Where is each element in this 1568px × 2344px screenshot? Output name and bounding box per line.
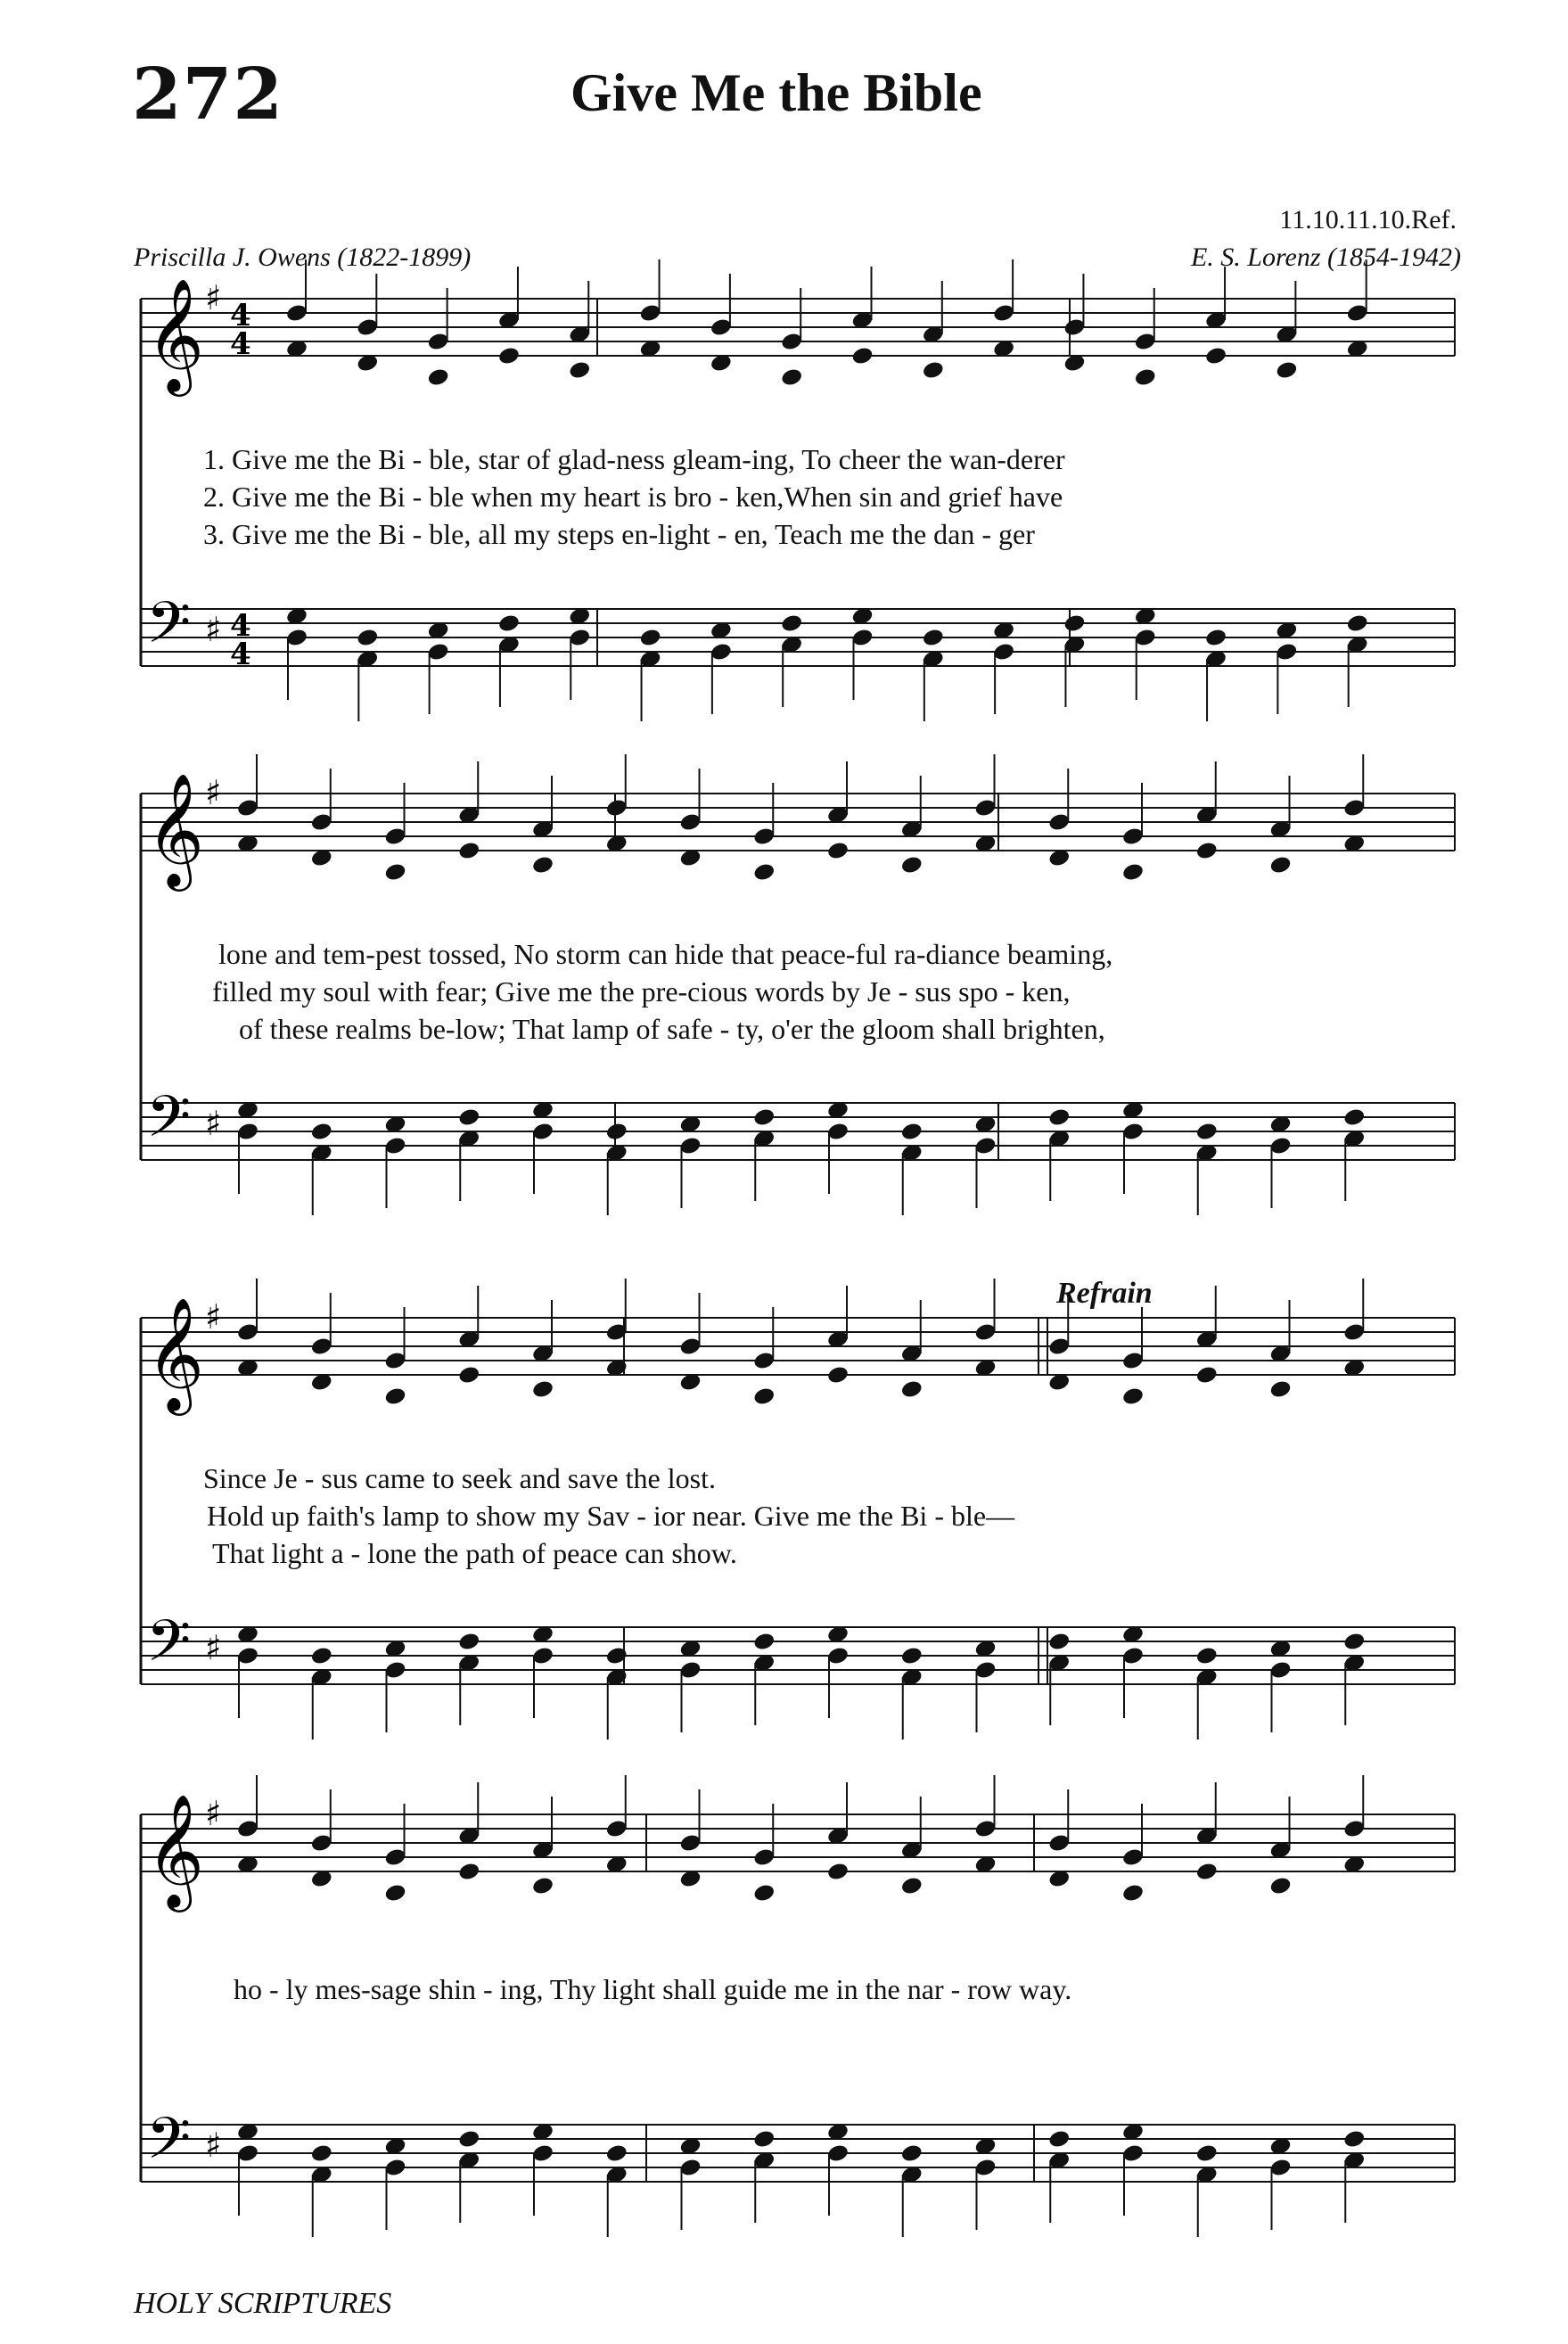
time-signature: 4 (230, 608, 251, 644)
bass-notehead (605, 1122, 628, 1142)
bass-notehead (1342, 1107, 1366, 1128)
treble-notehead (497, 346, 521, 366)
bass-notehead (1195, 2143, 1219, 2164)
hymn-number: 272 (132, 52, 283, 136)
bass-notehead (497, 613, 521, 634)
bass-notehead (1063, 613, 1086, 634)
bass-notehead (638, 628, 661, 648)
key-signature-sharp: ♯ (205, 773, 222, 812)
treble-clef: 𝄞 (146, 772, 205, 886)
treble-notehead (826, 1365, 850, 1386)
treble-notehead (457, 1365, 480, 1386)
treble-notehead (1121, 1883, 1145, 1904)
meter: 11.10.11.10.Ref. (1279, 205, 1457, 234)
bass-notehead (780, 613, 803, 634)
treble-notehead (1268, 1876, 1292, 1896)
bass-notehead (605, 2143, 628, 2164)
bass-notehead (752, 1107, 776, 1128)
lyric-s3-verse3: That light a - lone the path of peace can show. (212, 1537, 737, 1569)
time-signature: 4 (230, 298, 251, 333)
treble-notehead (752, 862, 776, 883)
treble-notehead (826, 1862, 850, 1882)
treble-notehead (900, 855, 924, 876)
lyric-s1-verse3: 3. Give me the Bi - ble, all my steps en-light - en, Teach me the dan - ger (203, 518, 1035, 550)
lyric-s4-verse1: ho - ly mes-sage shin - ing, Thy light shall guide me in the nar - row way. (234, 1973, 1072, 2005)
key-signature-sharp: ♯ (205, 1104, 222, 1143)
bass-notehead (900, 1646, 924, 1666)
treble-notehead (531, 1379, 554, 1400)
bass-notehead (310, 1646, 333, 1666)
lyric-s1-verse1: 1. Give me the Bi - ble, star of glad-ness gleam-ing, To cheer the wan-derer (203, 443, 1065, 475)
section-footer: HOLY SCRIPTURES (134, 2287, 392, 2320)
bass-notehead (1047, 1107, 1071, 1128)
treble-notehead (1275, 360, 1298, 381)
bass-clef: 𝄢 (146, 1084, 192, 1164)
lyric-s2-verse3: of these realms be-low; That lamp of safe - ty, o'er the gloom shall brighten, (239, 1013, 1105, 1045)
treble-notehead (531, 1876, 554, 1896)
treble-notehead (1134, 367, 1157, 388)
bass-notehead (1195, 1122, 1219, 1142)
treble-notehead (1121, 1386, 1145, 1407)
bass-notehead (1342, 2129, 1366, 2150)
composer-credit: E. S. Lorenz (1854-1942) (1190, 243, 1461, 272)
treble-notehead (457, 1862, 480, 1882)
treble-clef: 𝄞 (146, 1793, 205, 1907)
bass-clef: 𝄢 (146, 2106, 192, 2186)
treble-notehead (1204, 346, 1227, 366)
bass-notehead (356, 628, 379, 648)
time-signature: 4 (230, 637, 251, 672)
treble-notehead (1268, 1379, 1292, 1400)
treble-notehead (780, 367, 803, 388)
treble-notehead (383, 1883, 406, 1904)
bass-notehead (1047, 2129, 1071, 2150)
treble-notehead (427, 367, 450, 388)
treble-notehead (383, 1386, 406, 1407)
treble-notehead (383, 862, 406, 883)
author-credit: Priscilla J. Owens (1822-1899) (134, 243, 472, 272)
treble-notehead (752, 1386, 776, 1407)
treble-clef: 𝄞 (146, 277, 205, 391)
treble-notehead (752, 1883, 776, 1904)
treble-notehead (457, 841, 480, 861)
bass-clef: 𝄢 (146, 1608, 192, 1689)
bass-notehead (457, 1632, 480, 1652)
treble-notehead (826, 841, 850, 861)
bass-notehead (1342, 1632, 1366, 1652)
bass-notehead (1204, 628, 1227, 648)
treble-notehead (531, 855, 554, 876)
lyric-s3-verse1: Since Je - sus came to seek and save the lost. (203, 1462, 716, 1494)
lyric-s2-verse1: lone and tem-pest tossed, No storm can hide that peace-ful ra-diance beaming, (218, 938, 1113, 970)
key-signature-sharp: ♯ (205, 1794, 222, 1833)
key-signature-sharp: ♯ (205, 2126, 222, 2165)
bass-notehead (310, 1122, 333, 1142)
treble-notehead (1268, 855, 1292, 876)
key-signature-sharp: ♯ (205, 1297, 222, 1336)
bass-notehead (1346, 613, 1369, 634)
treble-notehead (1121, 862, 1145, 883)
key-signature-sharp: ♯ (205, 610, 222, 649)
treble-notehead (900, 1876, 924, 1896)
treble-notehead (1195, 1862, 1219, 1882)
treble-notehead (850, 346, 874, 366)
bass-notehead (1195, 1646, 1219, 1666)
key-signature-sharp: ♯ (205, 278, 222, 317)
lyric-s3-verse2: Hold up faith's lamp to show my Sav - ior near. Give me the Bi - ble— (207, 1500, 1015, 1532)
refrain-label: Refrain (1056, 1277, 1153, 1310)
hymn-title: Give Me the Bible (571, 63, 982, 122)
key-signature-sharp: ♯ (205, 1628, 222, 1667)
bass-clef: 𝄢 (146, 590, 192, 670)
bass-notehead (900, 1122, 924, 1142)
bass-notehead (752, 2129, 776, 2150)
treble-notehead (922, 360, 945, 381)
treble-clef: 𝄞 (146, 1296, 205, 1411)
time-signature: 4 (230, 326, 251, 362)
bass-notehead (1047, 1632, 1071, 1652)
bass-notehead (752, 1632, 776, 1652)
bass-notehead (457, 1107, 480, 1128)
bass-notehead (922, 628, 945, 648)
bass-notehead (900, 2143, 924, 2164)
treble-notehead (568, 360, 591, 381)
treble-notehead (1195, 1365, 1219, 1386)
lyric-s1-verse2: 2. Give me the Bi - ble when my heart is bro - ken,When sin and grief have (203, 481, 1063, 513)
treble-notehead (1195, 841, 1219, 861)
bass-notehead (310, 2143, 333, 2164)
treble-notehead (900, 1379, 924, 1400)
bass-notehead (457, 2129, 480, 2150)
lyric-s2-verse2: filled my soul with fear; Give me the pre-cious words by Je - sus spo - ken, (212, 975, 1071, 1008)
